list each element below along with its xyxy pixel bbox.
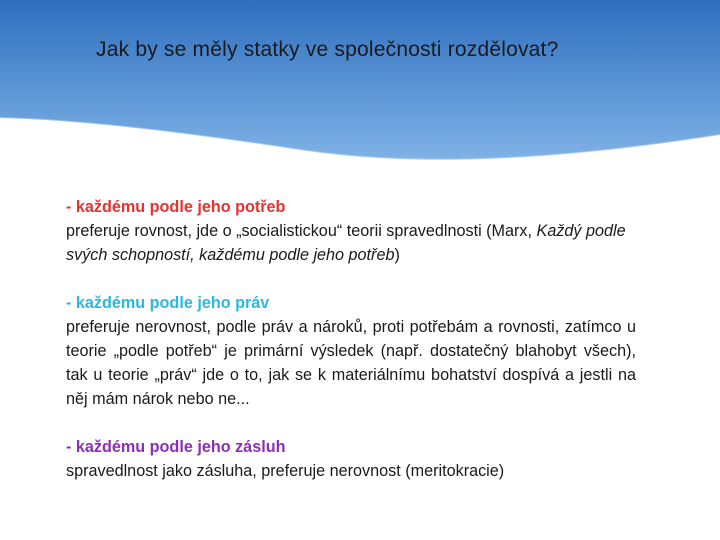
section-text-merit: spravedlnost jako zásluha, preferuje nerovnost (meritokracie) — [66, 462, 505, 480]
section-merit — [66, 435, 636, 483]
section-heading-needs: - každému podle jeho potřeb — [66, 198, 286, 216]
slide-content — [66, 195, 636, 483]
section-heading-rights: - každému podle jeho práv — [66, 294, 270, 312]
section-rights — [66, 291, 636, 411]
section-heading-merit: - každému podle jeho zásluh — [66, 438, 286, 456]
header-banner — [0, 0, 720, 175]
needs-text-after: ) — [394, 246, 400, 264]
section-text-rights: preferuje nerovnost, podle práv a nároků, proti potřebám a rovnosti, zatímco u teorie „podle potřeb“ je primární výsledek (např. dostatečný blahobyt všech), tak u teorie „práv“ jde o to, jak se k materiálnímu bohatství dospívá a jestli na něj mám nárok nebo ne... — [66, 318, 636, 408]
header-wave-shape — [0, 0, 720, 175]
section-needs — [66, 195, 636, 267]
needs-text-quote: Každý podle svých schopností, každému podle jeho potřeb — [66, 222, 626, 264]
needs-text-before: preferuje rovnost, jde o „socialistickou“ teorii spravedlnosti (Marx, — [66, 222, 537, 240]
section-text-needs — [66, 219, 636, 267]
slide-title: Jak by se měly statky ve společnosti rozdělovat? — [96, 38, 559, 61]
